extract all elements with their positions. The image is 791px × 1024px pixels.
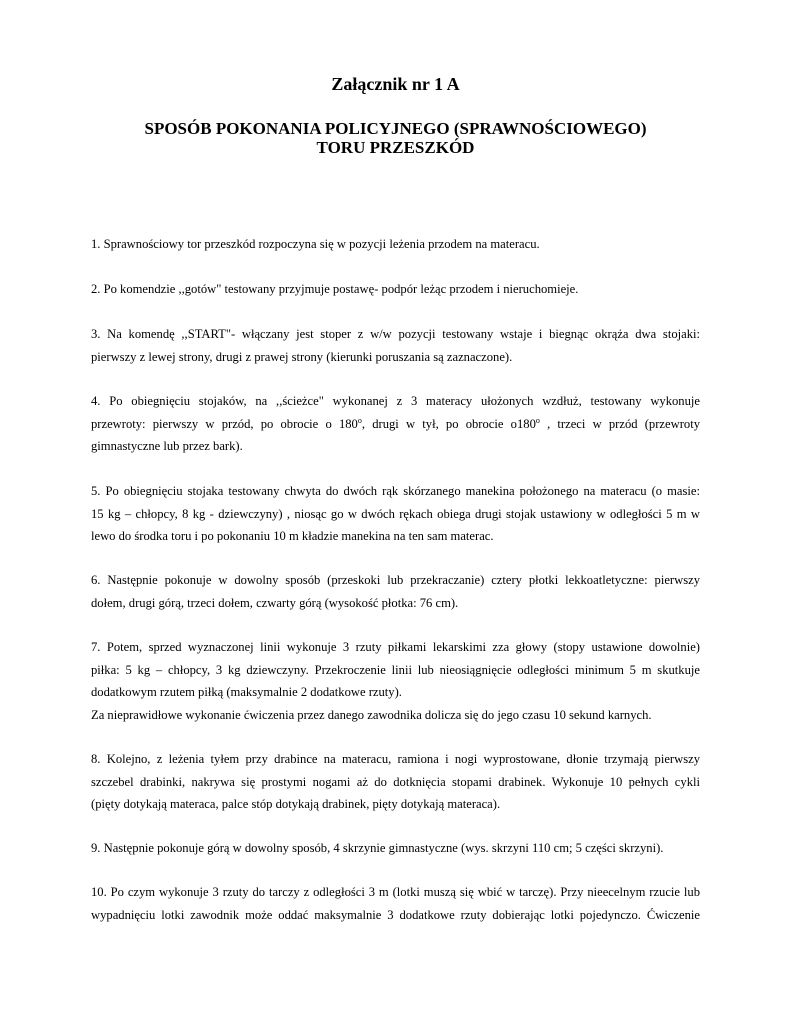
paragraph-line: 2. Po komendzie ,,gotów" testowany przyjmuje postawę- podpór leżąc przodem i nieruchomieje. xyxy=(91,282,579,296)
rotation-text-mid: , drugi w tył, po obrocie o180 xyxy=(361,416,536,431)
paragraph-line: lewo do środka toru i po pokonaniu 10 m kładzie manekina na ten sam materac. xyxy=(91,529,494,543)
paragraph-line: 1. Sprawnościowy tor przeszkód rozpoczyna się w pozycji leżenia przodem na materacu. xyxy=(91,237,540,251)
paragraph-line: wypadnięciu lotki zawodnik może oddać maksymalnie 3 dodatkowe rzuty dobierając lotki pojedynczo. Ćwiczenie xyxy=(91,907,700,922)
paragraph-6 xyxy=(91,569,700,614)
paragraph-1 xyxy=(91,233,700,256)
document-heading xyxy=(60,119,731,157)
paragraph-line: pierwszy z lewej strony, drugi z prawej strony (kierunki poruszania są zaznaczone). xyxy=(91,349,513,364)
paragraph-2 xyxy=(91,278,700,301)
paragraph-line: dodatkowym rzutem piłką (maksymalnie 2 dodatkowe rzuty). xyxy=(91,685,402,699)
paragraph-5 xyxy=(91,480,700,548)
paragraph-7 xyxy=(91,636,700,726)
paragraph-line: 15 kg – chłopcy, 8 kg - dziewczyny) , niosąc go w dwóch rękach obiega drugi stojak ustawiony w odległości 5 m w xyxy=(91,506,700,521)
paragraph-line: 3. Na komendę ,,START"- włączany jest stoper z w/w pozycji testowany wstaje i biegnąc okrąża dwa stojaki: xyxy=(91,327,700,341)
paragraph-line: 5. Po obiegnięciu stojaka testowany chwyta do dwóch rąk skórzanego manekina położonego na materacu (o masie: xyxy=(91,484,700,498)
paragraph-line: 4. Po obiegnięciu stojaków, na ,,ścieżce" wykonanej z 3 materacy ułożonych wzdłuż, testowany wykonuje xyxy=(91,394,700,408)
degree-mark: o xyxy=(357,415,362,425)
paragraph-line: 8. Kolejno, z leżenia tyłem przy drabince na materacu, ramiona i nogi wyprostowane, dłonie trzymają pierwszy xyxy=(91,752,700,766)
paragraph-line: piłka: 5 kg – chłopcy, 3 kg dziewczyny. Przekroczenie linii lub nieosiągnięcie odległości minimum 5 m skutkuje xyxy=(91,662,700,677)
paragraph-4 xyxy=(91,390,700,458)
paragraph-line: szczebel drabinki, nakrywa się prostymi nogami aż do dotknięcia stopami drabinek. Wykonuje 10 pełnych cykli xyxy=(91,774,700,789)
paragraph-8 xyxy=(91,748,700,816)
paragraph-line: dołem, drugi górą, trzeci dołem, czwarty górą (wysokość płotka: 76 cm). xyxy=(91,595,459,610)
paragraph-3 xyxy=(91,323,700,368)
rotation-text-prefix: przewroty: pierwszy w przód, po obrocie o 180 xyxy=(91,416,358,431)
rotation-line xyxy=(91,413,700,436)
paragraph-line: (pięty dotykają materaca, palce stóp dotykają drabinek, pięty dotykają materaca). xyxy=(91,797,501,811)
paragraph-10 xyxy=(91,881,700,926)
paragraph-9 xyxy=(91,837,700,860)
paragraph-line: gimnastyczne lub przez bark). xyxy=(91,439,243,453)
degree-mark: o xyxy=(535,415,540,425)
paragraph-line: 10. Po czym wykonuje 3 rzuty do tarczy z odległości 3 m (lotki muszą się wbić w tarczę). Przy nieecelnym rzucie lub xyxy=(91,885,700,899)
paragraph-line: 9. Następnie pokonuje górą w dowolny sposób, 4 skrzynie gimnastyczne (wys. skrzyni 110 cm; 5 części skrzyni). xyxy=(91,841,664,855)
annex-title: Załącznik nr 1 A xyxy=(331,74,460,94)
paragraph-line: Za nieprawidłowe wykonanie ćwiczenia przez danego zawodnika dolicza się do jego czasu 10 sekund karnych. xyxy=(91,707,652,722)
paragraph-line: 7. Potem, sprzed wyznaczonej linii wykonuje 3 rzuty piłkami lekarskimi zza głowy (stopy ustawione dowolnie) xyxy=(91,640,700,654)
rotation-text-suffix: , trzeci w przód (przewroty xyxy=(539,416,700,431)
paragraph-line: 6. Następnie pokonuje w dowolny sposób (przeskoki lub przekraczanie) cztery płotki lekkoatletyczne: pierwszy xyxy=(91,573,700,587)
heading-line-1: SPOSÓB POKONANIA POLICYJNEGO (SPRAWNOŚCIOWEGO) xyxy=(144,119,647,138)
heading-line-2: TORU PRZESZKÓD xyxy=(316,138,475,157)
